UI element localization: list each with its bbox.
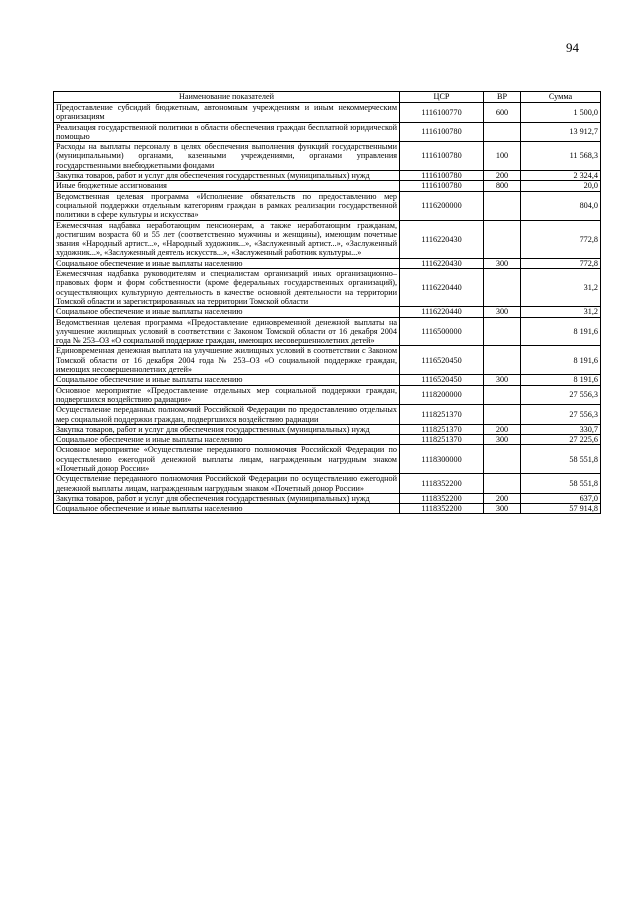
row-vr-cell: 200 bbox=[484, 424, 521, 434]
row-vr-cell bbox=[484, 346, 521, 375]
row-code-cell: 1116100780 bbox=[400, 122, 484, 142]
row-vr-cell bbox=[484, 269, 521, 307]
row-code-cell: 1116220430 bbox=[400, 220, 484, 258]
row-code-cell: 1116520450 bbox=[400, 346, 484, 375]
row-vr-cell bbox=[484, 122, 521, 142]
row-vr-cell: 300 bbox=[484, 307, 521, 317]
table-row bbox=[54, 122, 601, 142]
row-sum-cell: 20,0 bbox=[521, 181, 601, 191]
header-vr: ВР bbox=[484, 92, 521, 103]
row-sum-cell: 31,2 bbox=[521, 269, 601, 307]
row-vr-cell: 800 bbox=[484, 181, 521, 191]
row-code-cell: 1118352200 bbox=[400, 504, 484, 514]
row-vr-cell: 600 bbox=[484, 103, 521, 123]
row-vr-cell: 300 bbox=[484, 375, 521, 385]
table-row bbox=[54, 474, 601, 494]
row-sum-cell: 1 500,0 bbox=[521, 103, 601, 123]
table-row bbox=[54, 317, 601, 346]
row-vr-cell bbox=[484, 474, 521, 494]
row-vr-cell: 300 bbox=[484, 435, 521, 445]
table-row bbox=[54, 435, 601, 445]
table-row bbox=[54, 258, 601, 268]
row-name-cell: Закупка товаров, работ и услуг для обеспечения государственных (муниципальных) нужд bbox=[54, 493, 400, 503]
row-name-cell: Социальное обеспечение и иные выплаты населению bbox=[54, 435, 400, 445]
row-sum-cell: 8 191,6 bbox=[521, 317, 601, 346]
row-code-cell: 1118251370 bbox=[400, 424, 484, 434]
table-body bbox=[54, 103, 601, 514]
row-code-cell: 1116200000 bbox=[400, 191, 484, 220]
row-code-cell: 1118251370 bbox=[400, 405, 484, 425]
row-vr-cell bbox=[484, 191, 521, 220]
row-vr-cell: 300 bbox=[484, 504, 521, 514]
table-row bbox=[54, 504, 601, 514]
table-row bbox=[54, 171, 601, 181]
table-row bbox=[54, 385, 601, 405]
row-sum-cell: 27 556,3 bbox=[521, 385, 601, 405]
row-code-cell: 1118300000 bbox=[400, 445, 484, 474]
row-name-cell: Реализация государственной политики в области обеспечения граждан бесплатной юридической помощью bbox=[54, 122, 400, 142]
row-vr-cell: 200 bbox=[484, 493, 521, 503]
row-sum-cell: 31,2 bbox=[521, 307, 601, 317]
row-code-cell: 1118200000 bbox=[400, 385, 484, 405]
budget-table bbox=[53, 91, 601, 514]
table-row bbox=[54, 103, 601, 123]
row-code-cell: 1116100780 bbox=[400, 171, 484, 181]
table-row bbox=[54, 142, 601, 171]
row-sum-cell: 58 551,8 bbox=[521, 474, 601, 494]
row-name-cell: Ведомственная целевая программа «Предоставление единовременной денежной выплаты на улучшение жилищных условий в соответствии с Законом Томской области от 16 декабря 2004 года № 253–ОЗ «О социальной поддержке граждан, имеющих несовершеннолетних детей» bbox=[54, 317, 400, 346]
table-row bbox=[54, 307, 601, 317]
row-name-cell: Закупка товаров, работ и услуг для обеспечения государственных (муниципальных) нужд bbox=[54, 424, 400, 434]
row-sum-cell: 804,0 bbox=[521, 191, 601, 220]
row-vr-cell bbox=[484, 317, 521, 346]
row-sum-cell: 637,0 bbox=[521, 493, 601, 503]
table-row bbox=[54, 424, 601, 434]
row-sum-cell: 8 191,6 bbox=[521, 346, 601, 375]
row-name-cell: Ведомственная целевая программа «Исполнение обязательств по предоставлению мер социальной поддержки отдельным категориям граждан в рамках реализации государственной политики в сфере культуры и искусства» bbox=[54, 191, 400, 220]
row-name-cell: Иные бюджетные ассигнования bbox=[54, 181, 400, 191]
row-name-cell: Осуществление переданных полномочий Российской Федерации по предоставлению отдельных мер социальной поддержки граждан, подвергшихся воздействию радиации bbox=[54, 405, 400, 425]
row-sum-cell: 13 912,7 bbox=[521, 122, 601, 142]
budget-table-container bbox=[53, 91, 600, 514]
row-name-cell: Осуществление переданного полномочия Российской Федерации по осуществлению ежегодной денежной выплаты лицам, награжденным нагрудным знаком «Почетный донор России» bbox=[54, 474, 400, 494]
row-vr-cell bbox=[484, 445, 521, 474]
row-code-cell: 1118352200 bbox=[400, 474, 484, 494]
row-sum-cell: 772,8 bbox=[521, 258, 601, 268]
row-vr-cell bbox=[484, 385, 521, 405]
row-sum-cell: 58 551,8 bbox=[521, 445, 601, 474]
header-code: ЦСР bbox=[400, 92, 484, 103]
row-code-cell: 1116100780 bbox=[400, 142, 484, 171]
row-sum-cell: 27 225,6 bbox=[521, 435, 601, 445]
row-name-cell: Социальное обеспечение и иные выплаты населению bbox=[54, 375, 400, 385]
row-name-cell: Социальное обеспечение и иные выплаты населению bbox=[54, 307, 400, 317]
table-row bbox=[54, 220, 601, 258]
row-code-cell: 1118251370 bbox=[400, 435, 484, 445]
row-name-cell: Предоставление субсидий бюджетным, автономным учреждениям и иным некоммерческим организациям bbox=[54, 103, 400, 123]
row-code-cell: 1116220440 bbox=[400, 269, 484, 307]
row-name-cell: Социальное обеспечение и иные выплаты населению bbox=[54, 504, 400, 514]
row-sum-cell: 330,7 bbox=[521, 424, 601, 434]
row-name-cell: Расходы на выплаты персоналу в целях обеспечения выполнения функций государственными (муниципальными) органами, казенными учреждениями, органами управления государственными внебюджетными фондами bbox=[54, 142, 400, 171]
row-code-cell: 1116520450 bbox=[400, 375, 484, 385]
table-row bbox=[54, 405, 601, 425]
header-name: Наименование показателей bbox=[54, 92, 400, 103]
table-row bbox=[54, 493, 601, 503]
row-name-cell: Основное мероприятие «Предоставление отдельных мер социальной поддержки граждан, подвергшихся воздействию радиации» bbox=[54, 385, 400, 405]
row-vr-cell: 100 bbox=[484, 142, 521, 171]
table-header-row bbox=[54, 92, 601, 103]
row-sum-cell: 11 568,3 bbox=[521, 142, 601, 171]
row-sum-cell: 57 914,8 bbox=[521, 504, 601, 514]
table-row bbox=[54, 375, 601, 385]
row-sum-cell: 2 324,4 bbox=[521, 171, 601, 181]
row-vr-cell bbox=[484, 405, 521, 425]
row-name-cell: Ежемесячная надбавка руководителям и специалистам организаций иных организационно–правовых форм и форм собственности (кроме федеральных государственных организаций), осуществляющих культурную деятельность в качестве основной деятельности на территории Томской области и зарегистрированных на территории Томской области bbox=[54, 269, 400, 307]
table-row bbox=[54, 269, 601, 307]
row-code-cell: 1118352200 bbox=[400, 493, 484, 503]
row-code-cell: 1116500000 bbox=[400, 317, 484, 346]
row-sum-cell: 27 556,3 bbox=[521, 405, 601, 425]
row-name-cell: Ежемесячная надбавка неработающим пенсионерам, а также неработающим гражданам, достигшим возраста 60 и 55 лет (соответственно мужчины и женщины), имеющим почетные звания «Народный артист...», «Народный художник...», «Заслуженный артист...», «Заслуженный художник...», «Заслуженный деятель искусств...», «Заслуженный работник культуры...» bbox=[54, 220, 400, 258]
row-name-cell: Основное мероприятие «Осуществление переданного полномочия Российской Федерации по осуществлению ежегодной денежной выплаты лицам, награжденным нагрудным знаком «Почетный донор России» bbox=[54, 445, 400, 474]
row-name-cell: Социальное обеспечение и иные выплаты населению bbox=[54, 258, 400, 268]
table-row bbox=[54, 181, 601, 191]
header-sum: Сумма bbox=[521, 92, 601, 103]
row-name-cell: Закупка товаров, работ и услуг для обеспечения государственных (муниципальных) нужд bbox=[54, 171, 400, 181]
row-code-cell: 1116100780 bbox=[400, 181, 484, 191]
row-sum-cell: 772,8 bbox=[521, 220, 601, 258]
table-row bbox=[54, 445, 601, 474]
table-row bbox=[54, 191, 601, 220]
row-name-cell: Единовременная денежная выплата на улучшение жилищных условий в соответствии с Законом Томской области от 16 декабря 2004 года № 253–ОЗ «О социальной поддержке граждан, имеющих несовершеннолетних детей» bbox=[54, 346, 400, 375]
row-sum-cell: 8 191,6 bbox=[521, 375, 601, 385]
row-code-cell: 1116100770 bbox=[400, 103, 484, 123]
row-vr-cell: 200 bbox=[484, 171, 521, 181]
table-row bbox=[54, 346, 601, 375]
page-number: 94 bbox=[566, 40, 579, 55]
row-vr-cell: 300 bbox=[484, 258, 521, 268]
row-code-cell: 1116220430 bbox=[400, 258, 484, 268]
row-vr-cell bbox=[484, 220, 521, 258]
row-code-cell: 1116220440 bbox=[400, 307, 484, 317]
